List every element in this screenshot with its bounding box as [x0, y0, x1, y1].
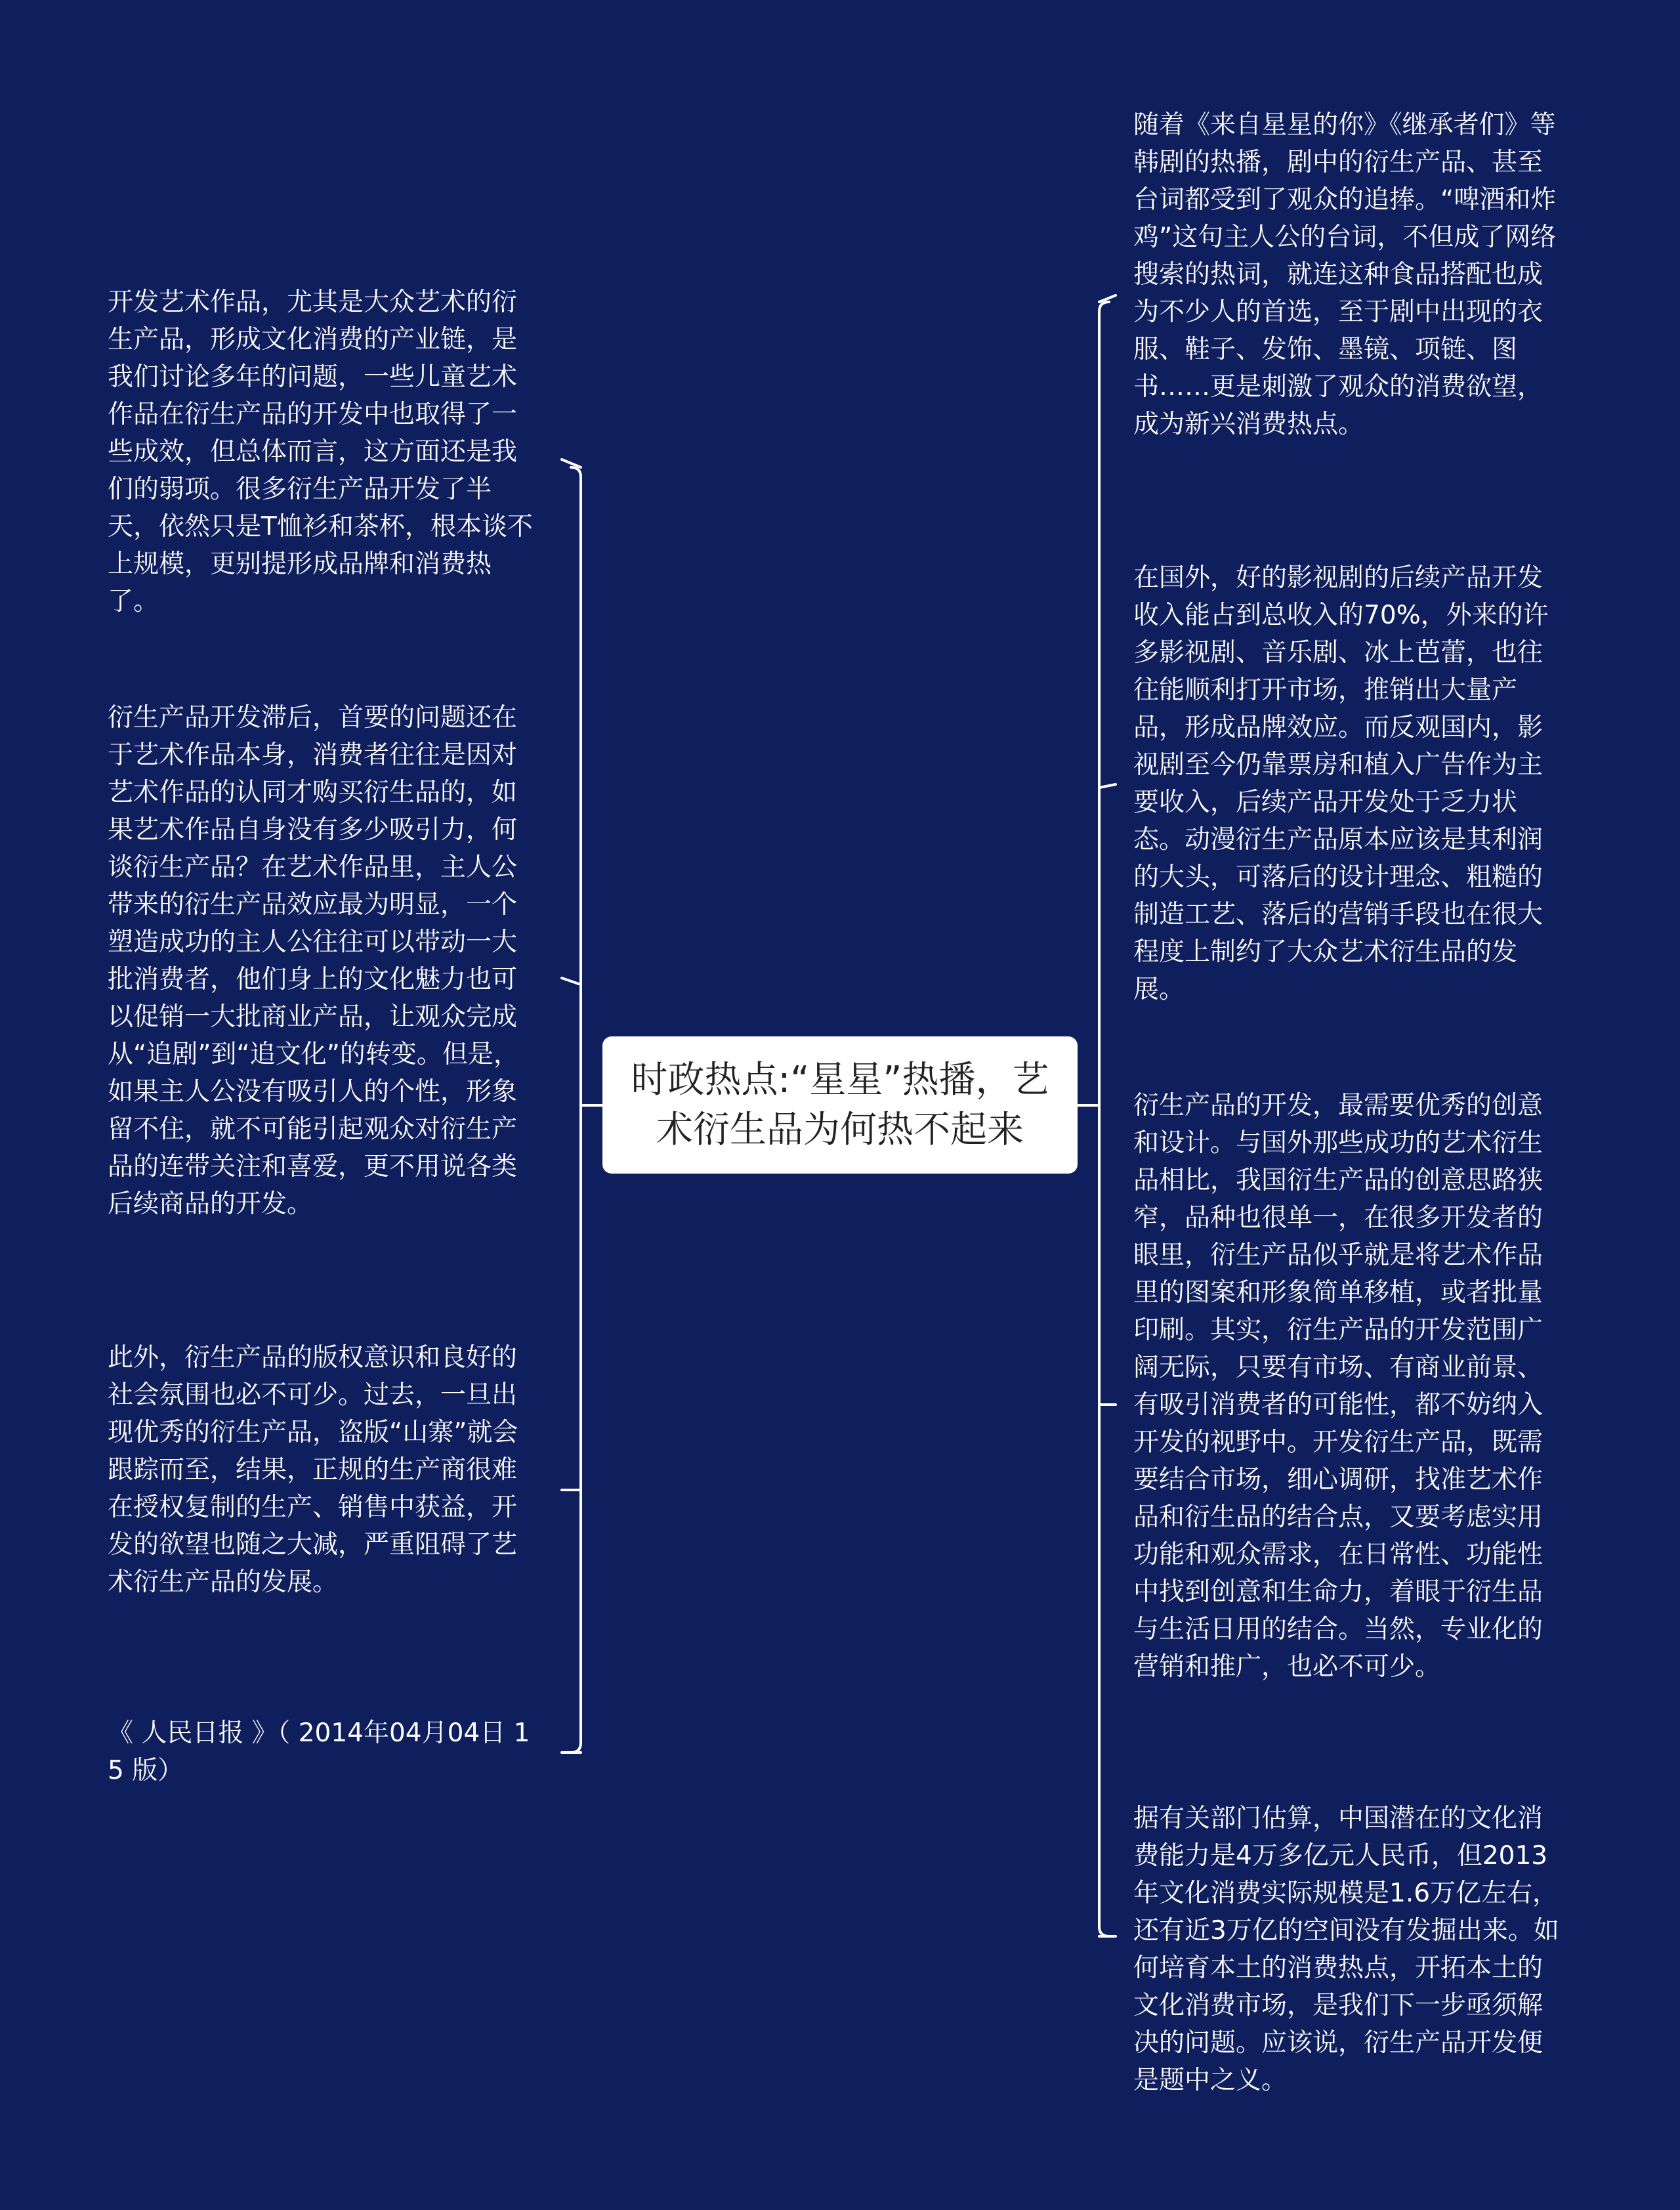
left-connector-1: [562, 459, 581, 467]
right-leaf-2: 在国外，好的影视剧的后续产品开发收入能占到总收入的70%，外来的许多影视剧、音乐剧、冰上芭蕾，也往往能顺利打开市场，推销出大量产品，形成品牌效应。而反观国内，影视剧至今仍靠票房和植入广告作为主要收入，后续产品开发处于乏力状态。动漫衍生产品原本应该是其利润的大头，可落后的设计理念、粗糙的制造工艺、落后的营销手段也在很大程度上制约了大众艺术衍生品的发展。: [1133, 563, 1549, 1004]
right-leaf-1: 随着《来自星星的你》《继承者们》等韩剧的热播，剧中的衍生产品、甚至台词都受到了观众的追捧。“啤酒和炸鸡”这句主人公的台词，不但成了网络搜索的热词，就连这种食品搭配也成为不少人的首选，至于剧中出现的衣服、鞋子、发饰、墨镜、项链、图书……更是刺激了观众的消费欲望，成为新兴消费热点。: [1133, 110, 1557, 439]
right-leaf-4: 据有关部门估算，中国潜在的文化消费能力是4万多亿元人民币，但2013年文化消费实际规模是1.6万亿左右，还有近3万亿的空间没有发掘出来。如何培育本土的消费热点，开拓本土的文化消费市场，是我们下一步亟须解决的问题。应该说，衍生产品开发便是题中之义。: [1133, 1804, 1559, 2095]
left-leaf-2: 衍生产品开发滞后，首要的问题还在于艺术作品本身，消费者往往是因对艺术作品的认同才购买衍生品的，如果艺术作品自身没有多少吸引力，何谈衍生产品？在艺术作品里，主人公带来的衍生产品效应最为明显，一个塑造成功的主人公往往可以带动一大批消费者，他们身上的文化魅力也可以促销一大批商业产品，让观众完成从“追剧”到“追文化”的转变。但是，如果主人公没有吸引人的个性，形象留不住，就不可能引起观众对衍生产品的连带关注和喜爱，更不用说各类后续商品的开发。: [108, 703, 519, 1219]
left-connector-2: [562, 978, 581, 985]
right-bracket-spine: [1099, 302, 1109, 1936]
right-connector-2: [1099, 784, 1116, 788]
right-leaf-3: 衍生产品的开发，最需要优秀的创意和设计。与国外那些成功的艺术衍生品相比，我国衍生产品的创意思路狭窄，品种也很单一，在很多开发者的眼里，衍生产品似乎就是将艺术作品里的图案和形象简单移植，或者批量印刷。其实，衍生产品的开发范围广阔无际，只要有市场、有商业前景、有吸引消费者的可能性，都不妨纳入开发的视野中。开发衍生产品，既需要结合市场，细心调研，找准艺术作品和衍生品的结合点，又要考虑实用功能和观众需求，在日常性、功能性中找到创意和生命力，着眼于衍生品与生活日用的结合。当然，专业化的营销和推广，也必不可少。: [1133, 1091, 1544, 1682]
central-topic-title: 时政热点:“星星”热播，艺术衍生品为何热不起来: [631, 1058, 1049, 1151]
left-leaf-1: 开发艺术作品，尤其是大众艺术的衍生产品，形成文化消费的产业链，是我们讨论多年的问题，一些儿童艺术作品在衍生产品的开发中也取得了一些成效，但总体而言，这方面还是我们的弱项。很多衍生产品开发了半天，依然只是T恤衫和茶杯，根本谈不上规模，更别提形成品牌和消费热了。: [108, 287, 533, 616]
left-leaf-3: 此外，衍生产品的版权意识和良好的社会氛围也必不可少。过去，一旦出现优秀的衍生产品，盗版“山寨”就会跟踪而至，结果，正规的生产商很难在授权复制的生产、销售中获益，开发的欲望也随之大减，严重阻碍了艺术衍生产品的发展。: [108, 1343, 518, 1597]
left-leaf-4-source: 《 人民日报 》（ 2014年04月04日 15 版）: [108, 1718, 530, 1785]
left-bracket-spine: [571, 467, 581, 1753]
right-connector-1: [1099, 295, 1116, 302]
central-topic-node[interactable]: [602, 1036, 1078, 1174]
